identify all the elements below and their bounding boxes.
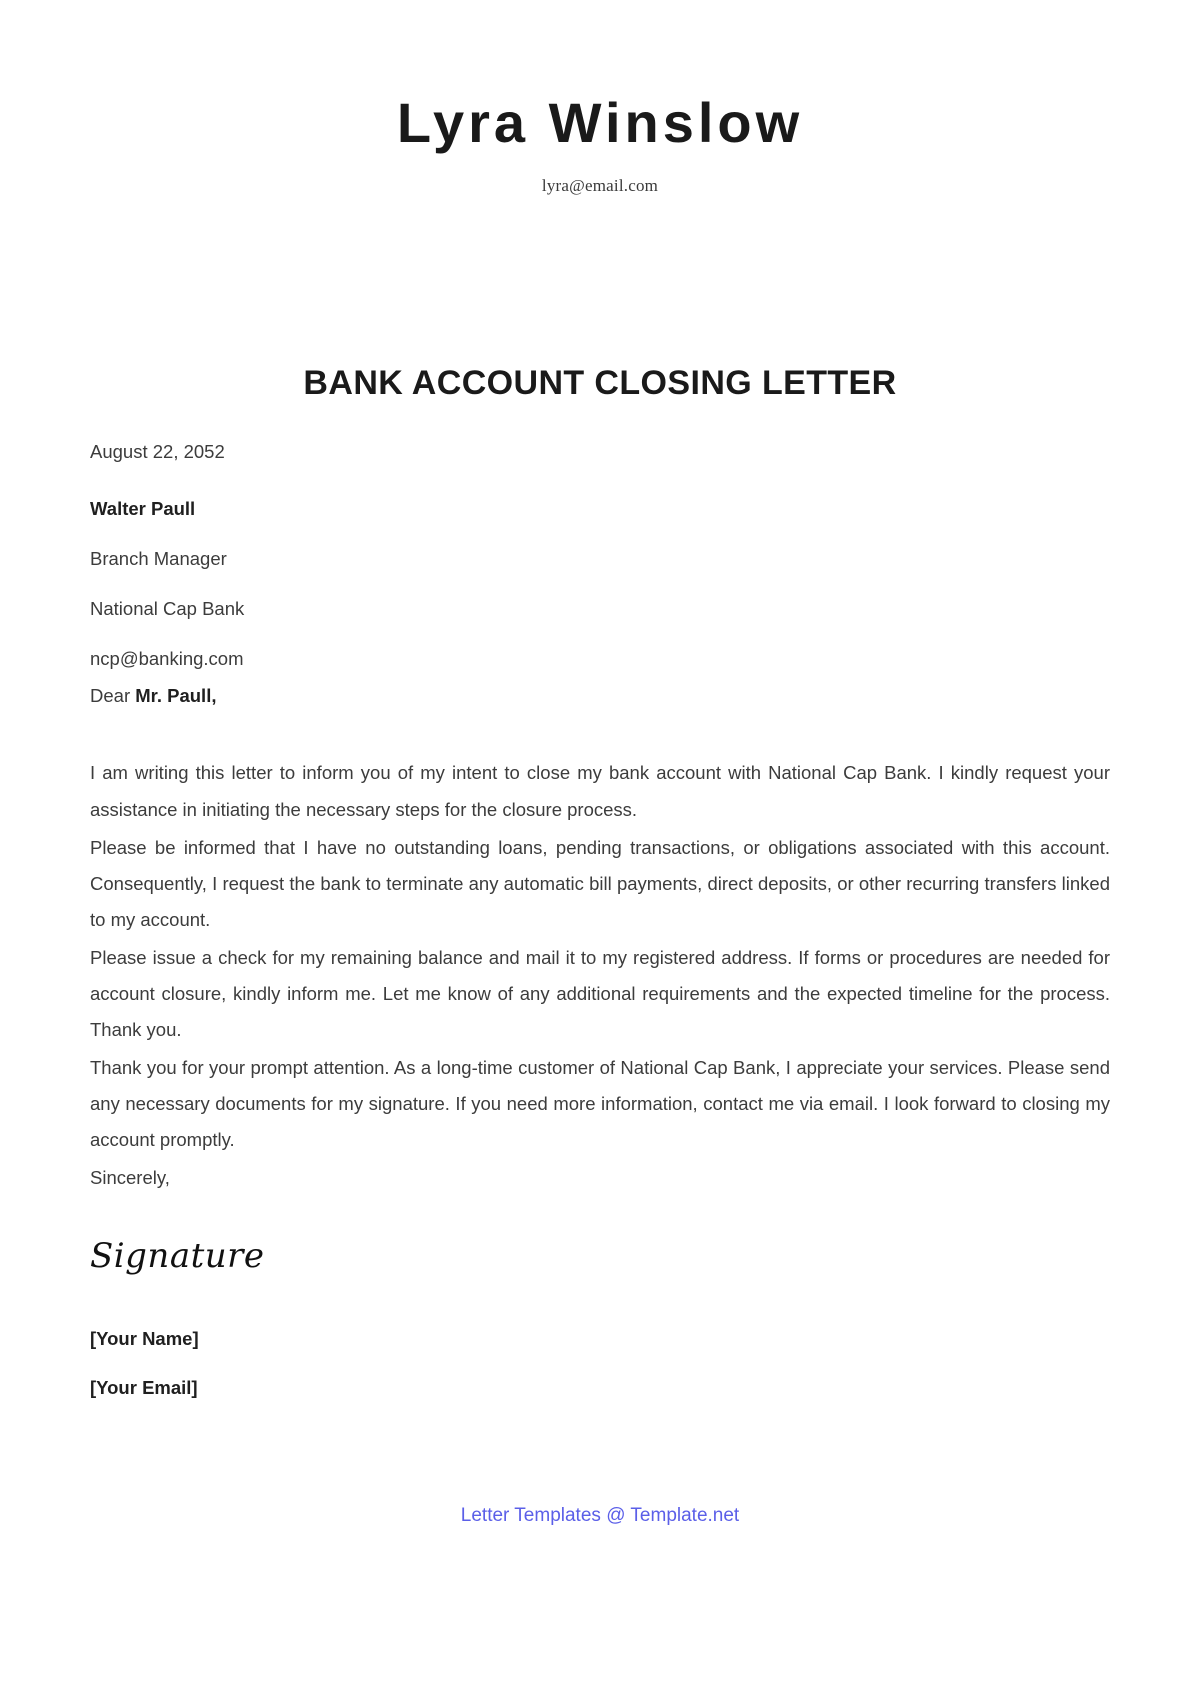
signoff-block [90, 1328, 1110, 1399]
letterhead [90, 0, 1110, 196]
letter-body [90, 755, 1110, 1196]
body-paragraph-3: Please issue a check for my remaining balance and mail it to my registered address. If forms or procedures are needed for account closure, kindly inform me. Let me know of any additional requirements and the expected timeline for the process. Thank you. [90, 946, 1110, 1040]
closing-line: Sincerely, [90, 1167, 170, 1189]
signoff-email-placeholder: [Your Email] [90, 1377, 198, 1399]
sender-name: Lyra Winslow [396, 91, 804, 154]
recipient-name: Walter Paull [90, 497, 196, 519]
signoff-name-placeholder: [Your Name] [90, 1328, 199, 1350]
body-paragraph-1: I am writing this letter to inform you of my intent to close my bank account with National Cap Bank. I kindly request your assistance in initiating the necessary steps for the closure process. [90, 762, 1110, 820]
recipient-block [90, 497, 1110, 708]
salutation [90, 685, 1110, 707]
footer-attribution [0, 1505, 1200, 1527]
page-title: BANK ACCOUNT CLOSING LETTER [303, 363, 897, 402]
recipient-email: ncp@banking.com [90, 647, 244, 669]
recipient-job-title: Branch Manager [90, 547, 227, 569]
footer-link-letter-templates[interactable]: Letter Templates [460, 1505, 601, 1526]
document-content [90, 0, 1110, 1426]
letter-date: August 22, 2052 [90, 440, 225, 462]
body-paragraph-4: Thank you for your prompt attention. As a long-time customer of National Cap Bank, I appreciate your services. Please send any necessary documents for my signature. If you need more information, contact me via email. I look forward to closing my account promptly. [90, 1056, 1110, 1151]
salutation-name: Mr. Paull, [135, 685, 217, 707]
footer-separator: @ [606, 1505, 626, 1526]
salutation-prefix: Dear [90, 685, 136, 707]
footer-link-template-net[interactable]: Template.net [630, 1505, 740, 1526]
signature-mark: Signature [90, 1236, 265, 1277]
sender-email: lyra@email.com [541, 175, 659, 195]
body-paragraph-2: Please be informed that I have no outstanding loans, pending transactions, or obligations associated with this account. Consequently, I request the bank to terminate any automatic bill payments, direct deposits, or other recurring transfers linked to my account. [90, 836, 1110, 930]
recipient-company: National Cap Bank [90, 597, 245, 619]
